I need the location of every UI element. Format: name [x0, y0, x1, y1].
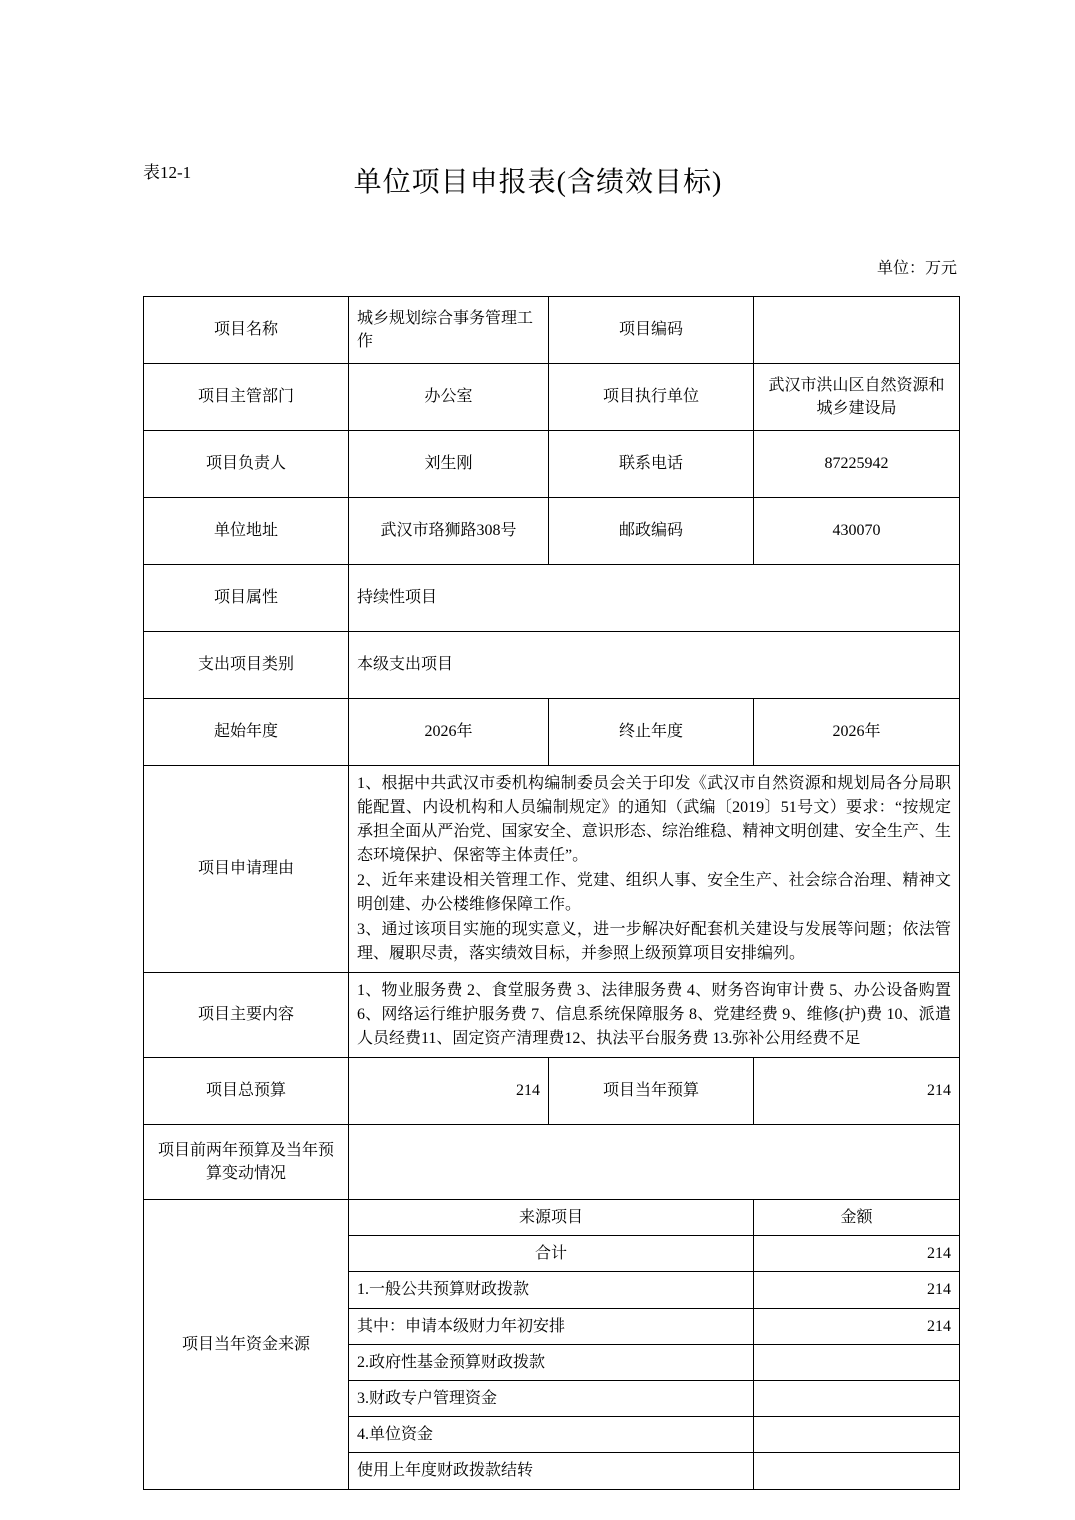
end-year-label: 终止年度: [549, 699, 754, 766]
source-amount: 214: [754, 1308, 960, 1344]
reason-label: 项目申请理由: [144, 766, 349, 973]
page-title: 单位项目申报表(含绩效目标): [353, 167, 723, 198]
exec-unit-value: 武汉市洪山区自然资源和城乡建设局: [754, 364, 960, 431]
amount-column-header: 金额: [754, 1200, 960, 1236]
end-year-value: 2026年: [754, 699, 960, 766]
project-code-label: 项目编码: [549, 297, 754, 364]
exec-unit-label: 项目执行单位: [549, 364, 754, 431]
content-label: 项目主要内容: [144, 973, 349, 1058]
expense-type-value: 本级支出项目: [349, 632, 960, 699]
source-name: 3.财政专户管理资金: [349, 1380, 754, 1416]
table-row: [144, 973, 960, 1058]
table-row: [144, 364, 960, 431]
budget-change-value: [349, 1125, 960, 1200]
expense-type-label: 支出项目类别: [144, 632, 349, 699]
source-column-header: 来源项目: [349, 1200, 754, 1236]
table-row: [144, 632, 960, 699]
project-name-label: 项目名称: [144, 297, 349, 364]
year-budget-value: 214: [754, 1058, 960, 1125]
source-name: 使用上年度财政拨款结转: [349, 1453, 754, 1489]
year-budget-label: 项目当年预算: [549, 1058, 754, 1125]
source-name: 合计: [349, 1236, 754, 1272]
table-row: [144, 1058, 960, 1125]
content-paragraph: 1、物业服务费 2、食堂服务费 3、法律服务费 4、财务咨询审计费 5、办公设备购置6、网络运行维护服务费 7、信息系统保障服务 8、党建经费 9、维修(护)费 10、派遣人员经费11、固定资产清理费12、执法平台服务费 13.弥补公用经费不足: [357, 982, 951, 1047]
phone-label: 联系电话: [549, 431, 754, 498]
reason-paragraph: 1、根据中共武汉市委机构编制委员会关于印发《武汉市自然资源和规划局各分局职能配置、内设机构和人员编制规定》的通知（武编〔2019〕51号文）要求：“按规定承担全面从严治党、国家安全、意识形态、综治维稳、精神文明创建、安全生产、生态环境保护、保密等主体责任”。: [357, 775, 951, 864]
project-name-value: 城乡规划综合事务管理工作: [349, 297, 549, 364]
form-code: 表12-1: [143, 163, 192, 182]
postcode-value: 430070: [754, 498, 960, 565]
fund-source-label: 项目当年资金来源: [144, 1200, 349, 1490]
source-name: 其中：申请本级财力年初安排: [349, 1308, 754, 1344]
reason-value: [349, 766, 960, 973]
dept-value: 办公室: [349, 364, 549, 431]
project-application-table: [143, 296, 960, 1490]
table-row: [144, 766, 960, 973]
reason-paragraph: 3、通过该项目实施的现实意义，进一步解决好配套机关建设与发展等问题；依法管理、履职尽责，落实绩效目标，并参照上级预算项目安排编列。: [357, 921, 951, 962]
source-name: 1.一般公共预算财政拨款: [349, 1272, 754, 1308]
source-amount: 214: [754, 1236, 960, 1272]
dept-label: 项目主管部门: [144, 364, 349, 431]
unit-note: 单位：万元: [876, 260, 957, 277]
table-row: [144, 498, 960, 565]
source-amount: [754, 1417, 960, 1453]
table-row: [144, 1125, 960, 1200]
content-value: [349, 973, 960, 1058]
address-value: 武汉市珞狮路308号: [349, 498, 549, 565]
source-amount: [754, 1380, 960, 1416]
attr-label: 项目属性: [144, 565, 349, 632]
total-budget-label: 项目总预算: [144, 1058, 349, 1125]
project-code-value: [754, 297, 960, 364]
source-amount: [754, 1453, 960, 1489]
source-name: 2.政府性基金预算财政拨款: [349, 1344, 754, 1380]
table-row: [144, 297, 960, 364]
phone-value: 87225942: [754, 431, 960, 498]
source-amount: [754, 1344, 960, 1380]
table-row: [144, 565, 960, 632]
address-label: 单位地址: [144, 498, 349, 565]
budget-change-label: 项目前两年预算及当年预算变动情况: [144, 1125, 349, 1200]
table-row: [144, 431, 960, 498]
owner-value: 刘生刚: [349, 431, 549, 498]
reason-paragraph: 2、近年来建设相关管理工作、党建、组织人事、安全生产、社会综合治理、精神文明创建、办公楼维修保障工作。: [357, 872, 951, 913]
table-row: [144, 699, 960, 766]
source-amount: 214: [754, 1272, 960, 1308]
postcode-label: 邮政编码: [549, 498, 754, 565]
start-year-label: 起始年度: [144, 699, 349, 766]
start-year-value: 2026年: [349, 699, 549, 766]
source-name: 4.单位资金: [349, 1417, 754, 1453]
table-row: [144, 1200, 960, 1236]
owner-label: 项目负责人: [144, 431, 349, 498]
attr-value: 持续性项目: [349, 565, 960, 632]
total-budget-value: 214: [349, 1058, 549, 1125]
